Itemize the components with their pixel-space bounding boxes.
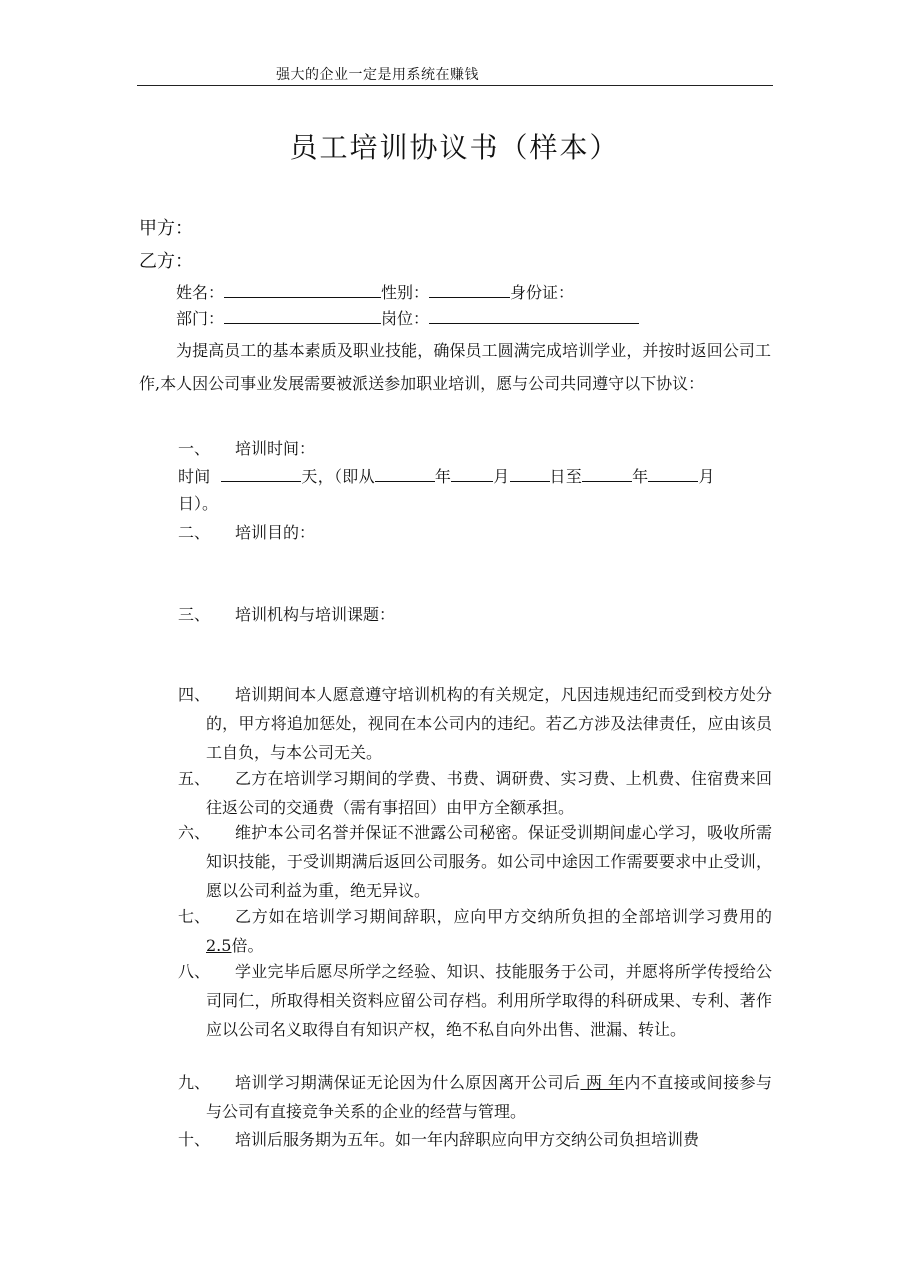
time-label: 时间 — [178, 467, 211, 486]
form-row-name — [176, 280, 574, 303]
section-1-title: 培训时间： — [235, 439, 316, 458]
non-compete-years: 两 年 — [580, 1073, 625, 1092]
section-3-num: 三、 — [178, 605, 211, 624]
section-6-text: 维护本公司名誉并保证不泄露公司秘密。保证受训期间虚心学习，吸收所需知识技能，于受训期满后返回公司服务。如公司中途因工作需要要求中止受训，愿以公司利益为重，绝无异议。 — [206, 823, 772, 900]
post-label: 岗位： — [381, 309, 430, 328]
section-10-num: 十、 — [178, 1130, 211, 1149]
end-month-label: 月 — [698, 467, 715, 486]
section-9-text — [206, 1068, 772, 1126]
section-6-num: 六、 — [178, 823, 211, 842]
post-blank[interactable] — [429, 306, 639, 324]
gender-label: 性别： — [381, 283, 430, 302]
training-time-end: 日）。 — [178, 494, 219, 513]
section-8-num: 八、 — [178, 962, 211, 981]
section-4-text: 培训期间本人愿意遵守培训机构的有关规定，凡因违规违纪而受到校方处分的，甲方将追加惩处，视同在本公司内的违纪。若乙方涉及法律责任，应由该员工自负，与本公司无关。 — [206, 685, 772, 762]
section-4 — [178, 680, 772, 767]
intro-paragraph: 为提高员工的基本素质及职业技能，确保员工圆满完成培训学业，并按时返回公司工作,本人因公司事业发展需要被派送参加职业培训，愿与公司共同遵守以下协议： — [139, 341, 771, 393]
section-6 — [178, 818, 772, 905]
section-4-num: 四、 — [178, 685, 211, 704]
dept-blank[interactable] — [224, 306, 381, 324]
section-9-num: 九、 — [178, 1073, 211, 1092]
section-9-text-b: 内不直接或间接参与与公司有直接竞争关系的企业的经营与管理。 — [206, 1073, 772, 1121]
section-3-title: 培训机构与培训课题： — [235, 605, 396, 624]
days-blank[interactable] — [221, 464, 301, 482]
gender-blank[interactable] — [429, 280, 510, 298]
section-7 — [178, 902, 772, 960]
end-year-blank[interactable] — [582, 464, 632, 482]
section-1-heading — [178, 436, 315, 459]
section-1-num: 一、 — [178, 439, 211, 458]
section-7-text-a: 乙方如在培训学习期间辞职，应向甲方交纳所负担的全部培训学习费用的 — [235, 907, 772, 926]
start-year-blank[interactable] — [375, 464, 435, 482]
id-label: 身份证： — [510, 283, 575, 302]
form-row-dept — [176, 306, 639, 329]
party-a-label: 甲方： — [139, 218, 193, 239]
section-5-text: 乙方在培训学习期间的学费、书费、调研费、实习费、上机费、住宿费来回往返公司的交通费（需有事招回）由甲方全额承担。 — [206, 769, 772, 817]
section-10-text: 培训后服务期为五年。如一年内辞职应向甲方交纳公司负担培训费 — [235, 1130, 700, 1149]
section-3-heading — [178, 602, 395, 625]
dept-label: 部门： — [176, 309, 225, 328]
start-day-blank[interactable] — [510, 464, 550, 482]
section-8-text: 学业完毕后愿尽所学之经验、知识、技能服务于公司，并愿将所学传授给公司同仁，所取得相关资料应留公司存档。利用所学取得的科研成果、专利、著作应以公司名义取得自有知识产权，绝不私自向外出售、泄漏、转让。 — [206, 962, 772, 1039]
days-text: 天，（即从 — [301, 467, 375, 486]
section-10 — [178, 1125, 772, 1154]
running-header: 强大的企业一定是用系统在赚钱 — [276, 67, 479, 83]
section-9 — [178, 1068, 772, 1126]
start-month-label: 月 — [493, 467, 510, 486]
end-month-blank[interactable] — [648, 464, 698, 482]
start-year-label: 年 — [434, 467, 452, 486]
section-9-text-a: 培训学习期满保证无论因为什么原因离开公司后 — [235, 1073, 581, 1092]
section-7-text — [206, 902, 772, 960]
end-year-label: 年 — [632, 467, 649, 486]
document-title: 员工培训协议书（样本） — [289, 131, 620, 164]
party-b-label: 乙方： — [139, 251, 193, 272]
refund-multiple: 2.5 — [206, 936, 232, 955]
section-5 — [178, 764, 772, 822]
section-7-text-b: 倍。 — [231, 936, 264, 955]
name-blank[interactable] — [224, 280, 381, 298]
section-7-num: 七、 — [178, 907, 211, 926]
section-2-heading — [178, 520, 315, 543]
section-5-num: 五、 — [178, 769, 211, 788]
name-label: 姓名： — [176, 283, 225, 302]
section-2-title: 培训目的： — [235, 523, 316, 542]
start-month-blank[interactable] — [451, 464, 493, 482]
header-divider — [137, 85, 773, 86]
section-2-num: 二、 — [178, 523, 211, 542]
start-day-label: 日至 — [549, 467, 583, 486]
training-time-line — [178, 464, 715, 487]
section-8 — [178, 957, 772, 1044]
